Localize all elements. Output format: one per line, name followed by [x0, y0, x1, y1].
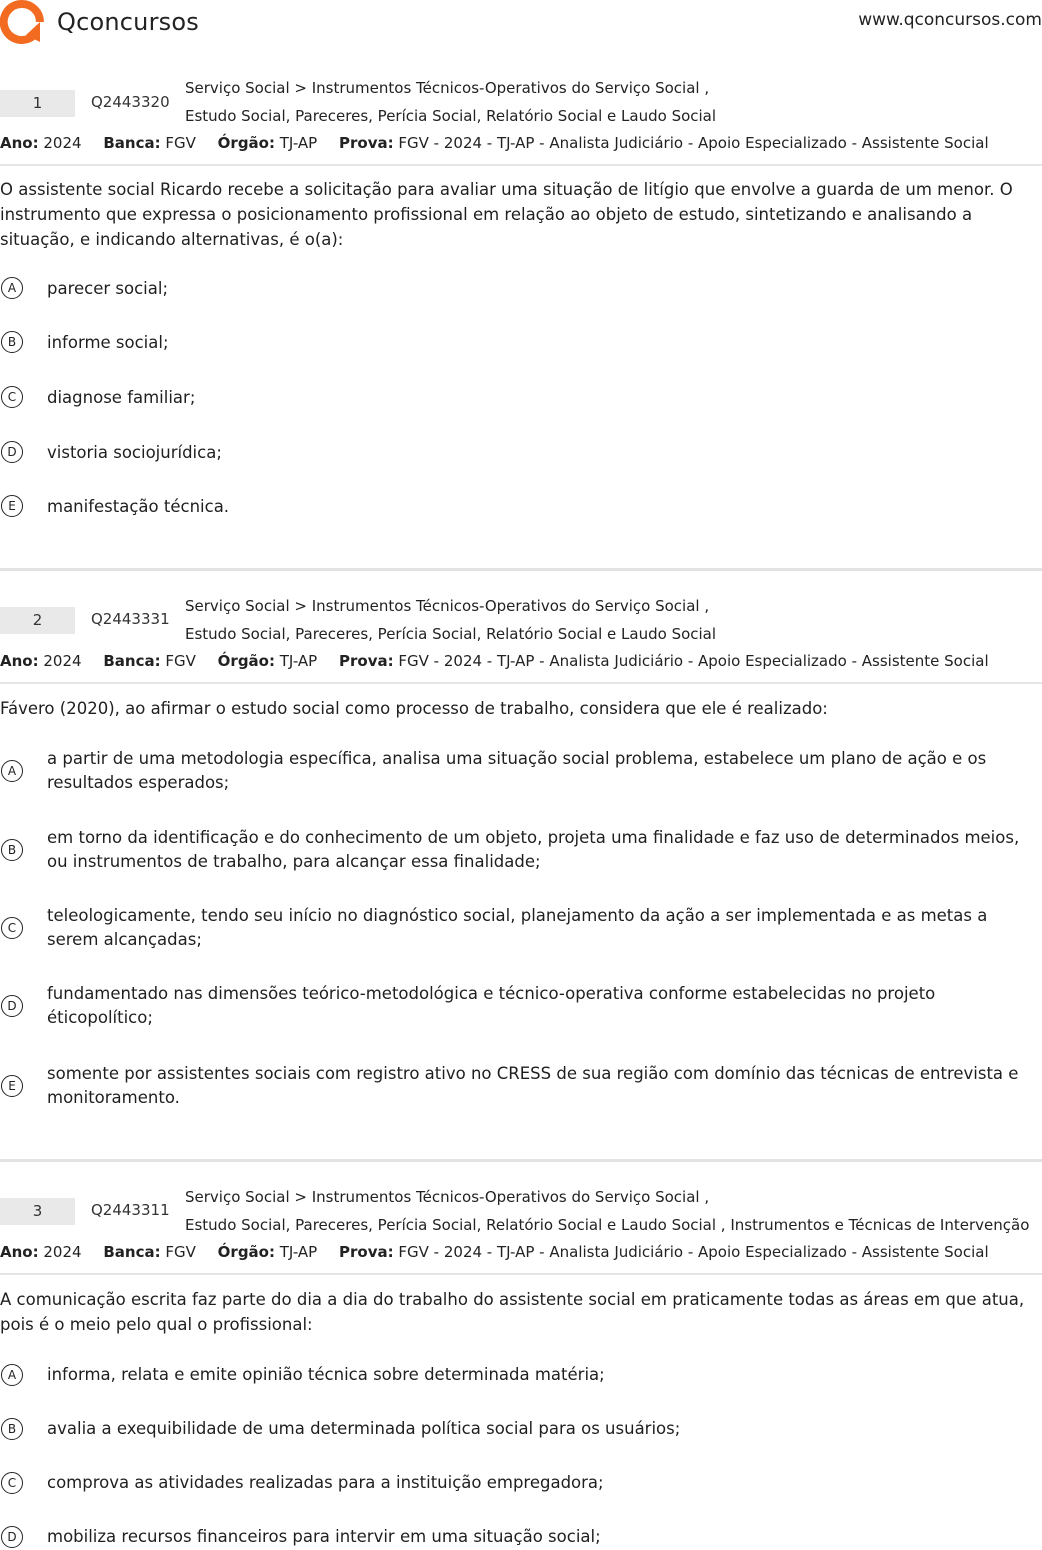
option-letter[interactable]: E — [1, 495, 23, 517]
option-letter[interactable]: B — [1, 331, 23, 353]
site-url: www.qconcursos.com — [858, 10, 1042, 30]
option-text: comprova as atividades realizadas para a instituição empregadora; — [47, 1473, 604, 1492]
option-text: parecer social; — [47, 279, 169, 298]
question-id[interactable]: Q2443311 — [91, 1201, 170, 1219]
meta-orgao: TJ-AP — [279, 1243, 318, 1261]
option-letter[interactable]: A — [1, 277, 23, 299]
question-stem: A comunicação escrita faz parte do dia a dia do trabalho do assistente social em praticamente todas as áreas em que atua, pois é o meio pelo qual o profissional: — [0, 1290, 1025, 1334]
option-letter[interactable]: A — [1, 760, 23, 782]
question-stem: O assistente social Ricardo recebe a solicitação para avaliar uma situação de litígio que envolve a guarda de um menor. O instrumento que expressa o posicionamento profissional em relação ao objeto de estudo, sintetizando e analisando a situação, e indicando alternativas, é o(a): — [0, 180, 1013, 249]
qconcursos-logo[interactable] — [0, 0, 46, 44]
category-line: Estudo Social, Pareceres, Perícia Social, Relatório Social e Laudo Social , Instrumentos e Técnicas de Intervenção — [185, 1216, 1030, 1234]
question-id[interactable]: Q2443331 — [91, 610, 170, 628]
meta-banca: FGV — [165, 652, 196, 670]
option-letter[interactable]: C — [1, 917, 23, 939]
question-category[interactable] — [185, 1183, 1029, 1239]
meta-prova: FGV - 2024 - TJ-AP - Analista Judiciário - Apoio Especializado - Assistente Social — [398, 652, 989, 670]
option-text: fundamentado nas dimensões teórico-metodológica e técnico-operativa conforme estabelecidas no projeto éticopolítico; — [47, 984, 936, 1027]
meta-ano: 2024 — [43, 1243, 82, 1261]
option-text: diagnose familiar; — [47, 388, 196, 407]
option-letter[interactable]: A — [1, 1364, 23, 1386]
option-letter[interactable]: D — [1, 1526, 23, 1548]
question-meta: Ano: 2024 Banca: FGV Órgão: TJ-AP Prova: FGV - 2024 - TJ-AP - Analista Judiciário - Apoio Especializado - Assistente Social — [0, 134, 989, 152]
divider — [0, 164, 1042, 166]
page-header — [0, 0, 1042, 46]
question-separator — [0, 1159, 1042, 1162]
category-line: Serviço Social > Instrumentos Técnicos-Operativos do Serviço Social , — [185, 1188, 710, 1206]
meta-banca: FGV — [165, 1243, 196, 1261]
option-text: mobiliza recursos financeiros para intervir em uma situação social; — [47, 1527, 601, 1546]
meta-prova: FGV - 2024 - TJ-AP - Analista Judiciário - Apoio Especializado - Assistente Social — [398, 134, 989, 152]
divider — [0, 682, 1042, 684]
meta-banca: FGV — [165, 134, 196, 152]
category-line: Estudo Social, Pareceres, Perícia Social, Relatório Social e Laudo Social — [185, 625, 717, 643]
option-text: avalia a exequibilidade de uma determinada política social para os usuários; — [47, 1419, 681, 1438]
option-letter[interactable]: D — [1, 441, 23, 463]
question-stem: Fávero (2020), ao afirmar o estudo social como processo de trabalho, considera que ele é realizado: — [0, 699, 828, 718]
option-text: manifestação técnica. — [47, 497, 230, 516]
brand-name[interactable]: Qconcursos — [57, 8, 199, 36]
option-letter[interactable]: B — [1, 839, 23, 861]
category-line: Serviço Social > Instrumentos Técnicos-Operativos do Serviço Social , — [185, 79, 710, 97]
divider — [0, 1273, 1042, 1275]
option-text: a partir de uma metodologia específica, analisa uma situação social problema, estabelece um plano de ação e os resultados esperados; — [47, 749, 987, 792]
question-number: 1 — [0, 90, 75, 117]
question-category[interactable] — [185, 592, 716, 648]
option-text: informa, relata e emite opinião técnica sobre determinada matéria; — [47, 1365, 605, 1384]
question-number: 2 — [0, 607, 75, 634]
option-text: em torno da identificação e do conhecimento de um objeto, projeta uma finalidade e faz uso de determinados meios, ou instrumentos de trabalho, para alcançar essa finalidade; — [47, 828, 1020, 871]
category-line: Estudo Social, Pareceres, Perícia Social, Relatório Social e Laudo Social — [185, 107, 717, 125]
question-category[interactable] — [185, 74, 716, 130]
meta-ano: 2024 — [43, 652, 82, 670]
option-text: informe social; — [47, 333, 169, 352]
option-letter[interactable]: C — [1, 1472, 23, 1494]
question-number: 3 — [0, 1198, 75, 1225]
question-meta: Ano: 2024 Banca: FGV Órgão: TJ-AP Prova: FGV - 2024 - TJ-AP - Analista Judiciário - Apoio Especializado - Assistente Social — [0, 1243, 989, 1261]
option-text: vistoria sociojurídica; — [47, 443, 222, 462]
option-letter[interactable]: D — [1, 995, 23, 1017]
meta-prova: FGV - 2024 - TJ-AP - Analista Judiciário - Apoio Especializado - Assistente Social — [398, 1243, 989, 1261]
question-id[interactable]: Q2443320 — [91, 93, 170, 111]
option-letter[interactable]: C — [1, 386, 23, 408]
option-text: somente por assistentes sociais com registro ativo no CRESS de sua região com domínio das técnicas de entrevista e monitoramento. — [47, 1064, 1019, 1107]
question-meta: Ano: 2024 Banca: FGV Órgão: TJ-AP Prova: FGV - 2024 - TJ-AP - Analista Judiciário - Apoio Especializado - Assistente Social — [0, 652, 989, 670]
question-separator — [0, 568, 1042, 571]
meta-orgao: TJ-AP — [279, 652, 318, 670]
option-letter[interactable]: E — [1, 1075, 23, 1097]
option-text: teleologicamente, tendo seu início no diagnóstico social, planejamento da ação a ser implementada e as metas a serem alcançadas; — [47, 906, 988, 949]
category-line: Serviço Social > Instrumentos Técnicos-Operativos do Serviço Social , — [185, 597, 710, 615]
meta-orgao: TJ-AP — [279, 134, 318, 152]
meta-ano: 2024 — [43, 134, 82, 152]
q-logo-icon — [0, 0, 46, 44]
option-letter[interactable]: B — [1, 1418, 23, 1440]
